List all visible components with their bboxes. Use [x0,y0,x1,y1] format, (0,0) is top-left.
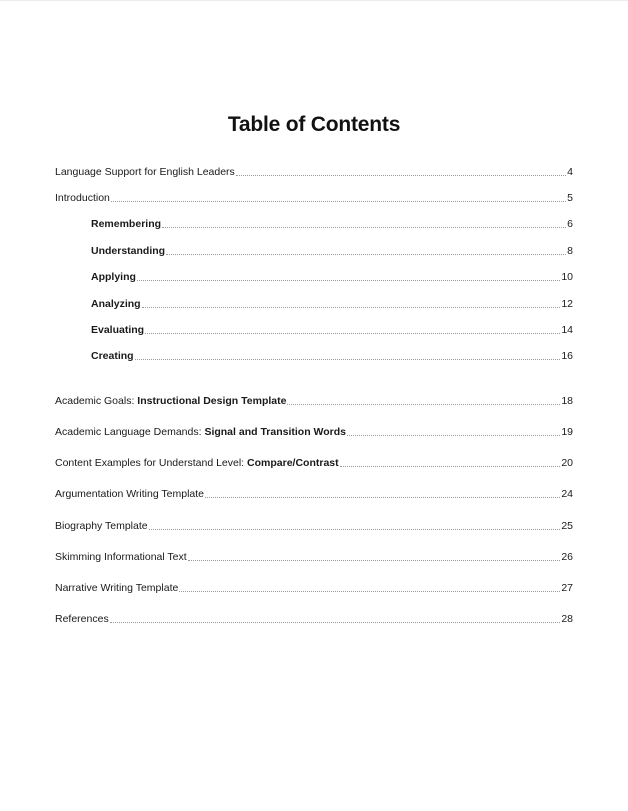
toc-entry-label: Academic Goals: Instructional Design Template [55,395,287,407]
toc-page-number: 19 [561,426,573,438]
toc-entry-label: Analyzing [91,298,141,310]
dot-leader [110,622,561,623]
toc-entry-content-examples[interactable] [55,454,573,470]
toc-entry-understanding[interactable] [91,242,573,258]
dot-leader [179,591,560,592]
toc-entry-label: Academic Language Demands: Signal and Transition Words [55,426,347,438]
dot-leader [166,254,566,255]
toc-page-number: 8 [567,245,573,257]
toc-entry-academic-goals[interactable] [55,392,573,408]
toc-entry-analyzing[interactable] [91,295,573,311]
toc-entry-label: Argumentation Writing Template [55,488,205,500]
toc-entry-label: References [55,613,109,625]
toc-page-number: 18 [561,395,573,407]
toc-page-number: 4 [567,166,573,178]
toc-page-number: 16 [561,350,573,362]
dot-leader [111,201,566,202]
toc-entry-creating[interactable] [91,347,573,363]
dot-leader [149,529,561,530]
toc-entry-language-support[interactable] [55,163,573,179]
dot-leader [188,560,561,561]
toc-entry-label: Evaluating [91,324,145,336]
toc-page-number: 12 [561,298,573,310]
dot-leader [135,359,561,360]
toc-entry-label: Applying [91,271,136,283]
toc-entry-label: Understanding [91,245,166,257]
toc-page-number: 10 [561,271,573,283]
toc-page-number: 26 [561,551,573,563]
toc-page-number: 5 [567,192,573,204]
toc-page-number: 20 [561,457,573,469]
toc-entry-academic-language-demands[interactable] [55,423,573,439]
toc-page-number: 28 [561,613,573,625]
dot-leader [137,280,560,281]
dot-leader [145,333,560,334]
dot-leader [236,175,566,176]
page-title: Table of Contents [227,113,401,136]
toc-entry-narrative-writing-template[interactable] [55,579,573,595]
toc-entry-label: Biography Template [55,520,148,532]
toc-entry-label: Skimming Informational Text [55,551,187,563]
toc-entry-evaluating[interactable] [91,321,573,337]
dot-leader [347,435,560,436]
toc-entry-remembering[interactable] [91,215,573,231]
toc-entry-label: Content Examples for Understand Level: Compare/Contrast [55,457,339,469]
toc-entry-label: Remembering [91,218,162,230]
toc-entry-biography-template[interactable] [55,517,573,533]
dot-leader [162,227,566,228]
toc-entry-references[interactable] [55,610,573,626]
dot-leader [287,404,560,405]
toc-page-number: 14 [561,324,573,336]
toc-entry-label: Language Support for English Leaders [55,166,235,178]
dot-leader [142,307,561,308]
toc-page-number: 24 [561,488,573,500]
dot-leader [340,466,561,467]
toc-page-number: 27 [561,582,573,594]
toc-entry-argumentation-writing-template[interactable] [55,485,573,501]
dot-leader [205,497,560,498]
toc-page-number: 6 [567,218,573,230]
toc-entry-applying[interactable] [91,268,573,284]
toc-entry-skimming-informational-text[interactable] [55,548,573,564]
toc-entry-introduction[interactable] [55,189,573,205]
toc-entry-label: Creating [91,350,134,362]
toc-entry-label: Introduction [55,192,110,204]
toc-entry-label: Narrative Writing Template [55,582,179,594]
toc-page-number: 25 [561,520,573,532]
